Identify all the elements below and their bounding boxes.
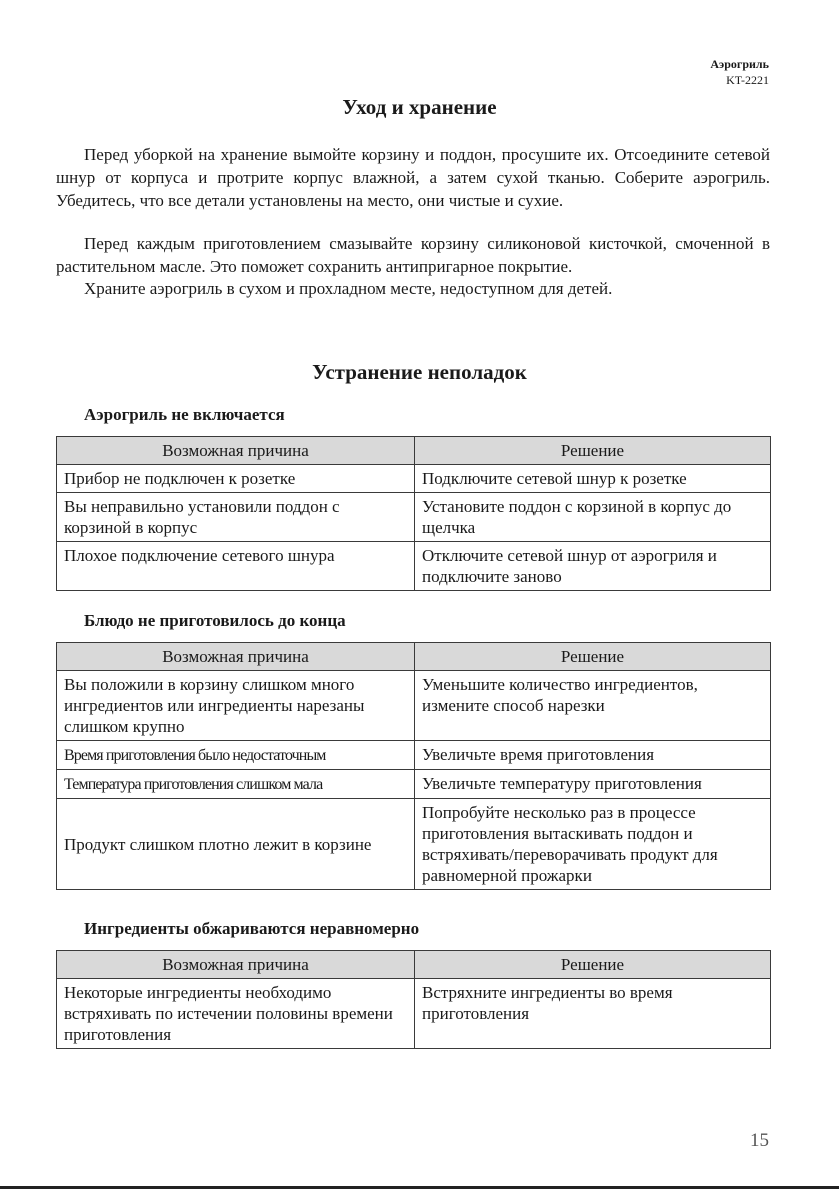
- cause-text: Температура приготовления слишком мала: [64, 776, 323, 793]
- table-row: [57, 799, 771, 890]
- table-row: [57, 741, 771, 770]
- troubleshooting-title: Устранение неполадок: [312, 360, 527, 384]
- section-heading-uneven-frying: Ингредиенты обжариваются неравномерно: [84, 919, 420, 938]
- cause-cell: Вы положили в корзину слишком много ингредиентов или ингредиенты нарезаны слишком крупно: [57, 671, 415, 741]
- header-cause: Возможная причина: [57, 951, 415, 979]
- table-row: [57, 542, 771, 591]
- care-paragraph-2: Перед каждым приготовлением смазывайте корзину силиконовой кисточкой, смоченной в растительном масле. Это поможет сохранить антипригарное покрытие.: [56, 234, 770, 276]
- header-solution: Решение: [415, 643, 771, 671]
- solution-cell: Увеличьте время приготовления: [415, 741, 771, 770]
- table-not-turning-on: [56, 436, 771, 591]
- solution-cell: Уменьшите количество ингредиентов, измените способ нарезки: [415, 671, 771, 741]
- table-header-row: [57, 643, 771, 671]
- page-header: [710, 56, 769, 88]
- header-model: KT-2221: [726, 73, 769, 87]
- cause-cell: Плохое подключение сетевого шнура: [57, 542, 415, 591]
- solution-cell: Подключите сетевой шнур к розетке: [415, 465, 771, 493]
- solution-cell: Встряхните ингредиенты во время приготовления: [415, 979, 771, 1049]
- section-heading-not-turning-on: Аэрогриль не включается: [84, 405, 285, 424]
- table-row: [57, 770, 771, 799]
- table-header-row: [57, 951, 771, 979]
- header-solution: Решение: [415, 437, 771, 465]
- solution-cell: Попробуйте несколько раз в процессе приготовления вытаскивать поддон и встряхивать/переворачивать продукт для равномерной прожарки: [415, 799, 771, 890]
- cause-cell: [57, 770, 415, 799]
- cause-cell: Некоторые ингредиенты необходимо встряхивать по истечении половины времени приготовления: [57, 979, 415, 1049]
- table-not-cooked: [56, 642, 771, 890]
- header-solution: Решение: [415, 951, 771, 979]
- care-paragraph-1: Перед уборкой на хранение вымойте корзину и поддон, просушите их. Отсоедините сетевой шнур от корпуса и протрите корпус влажной, а затем сухой тканью. Соберите аэрогриль. Убедитесь, что все детали установлены на место, они чистые и сухие.: [56, 145, 770, 210]
- cause-cell: Продукт слишком плотно лежит в корзине: [57, 799, 415, 890]
- table-uneven-frying: [56, 950, 771, 1049]
- header-cause: Возможная причина: [57, 643, 415, 671]
- solution-cell: Увеличьте температуру приготовления: [415, 770, 771, 799]
- care-paragraph-3: Храните аэрогриль в сухом и прохладном месте, недоступном для детей.: [84, 279, 613, 298]
- table-row: [57, 493, 771, 542]
- cause-cell: Вы неправильно установили поддон с корзиной в корпус: [57, 493, 415, 542]
- table-row: [57, 979, 771, 1049]
- table-row: [57, 671, 771, 741]
- cause-cell: Прибор не подключен к розетке: [57, 465, 415, 493]
- cause-text: Время приготовления было недостаточным: [64, 747, 326, 764]
- cause-cell: [57, 741, 415, 770]
- table-row: [57, 465, 771, 493]
- section-heading-not-cooked: Блюдо не приготовилось до конца: [84, 611, 346, 630]
- solution-cell: Установите поддон с корзиной в корпус до щелчка: [415, 493, 771, 542]
- care-title: Уход и хранение: [342, 95, 497, 119]
- header-cause: Возможная причина: [57, 437, 415, 465]
- page-number: 15: [750, 1130, 769, 1151]
- solution-cell: Отключите сетевой шнур от аэрогриля и подключите заново: [415, 542, 771, 591]
- header-brand: Аэрогриль: [710, 57, 769, 71]
- table-header-row: [57, 437, 771, 465]
